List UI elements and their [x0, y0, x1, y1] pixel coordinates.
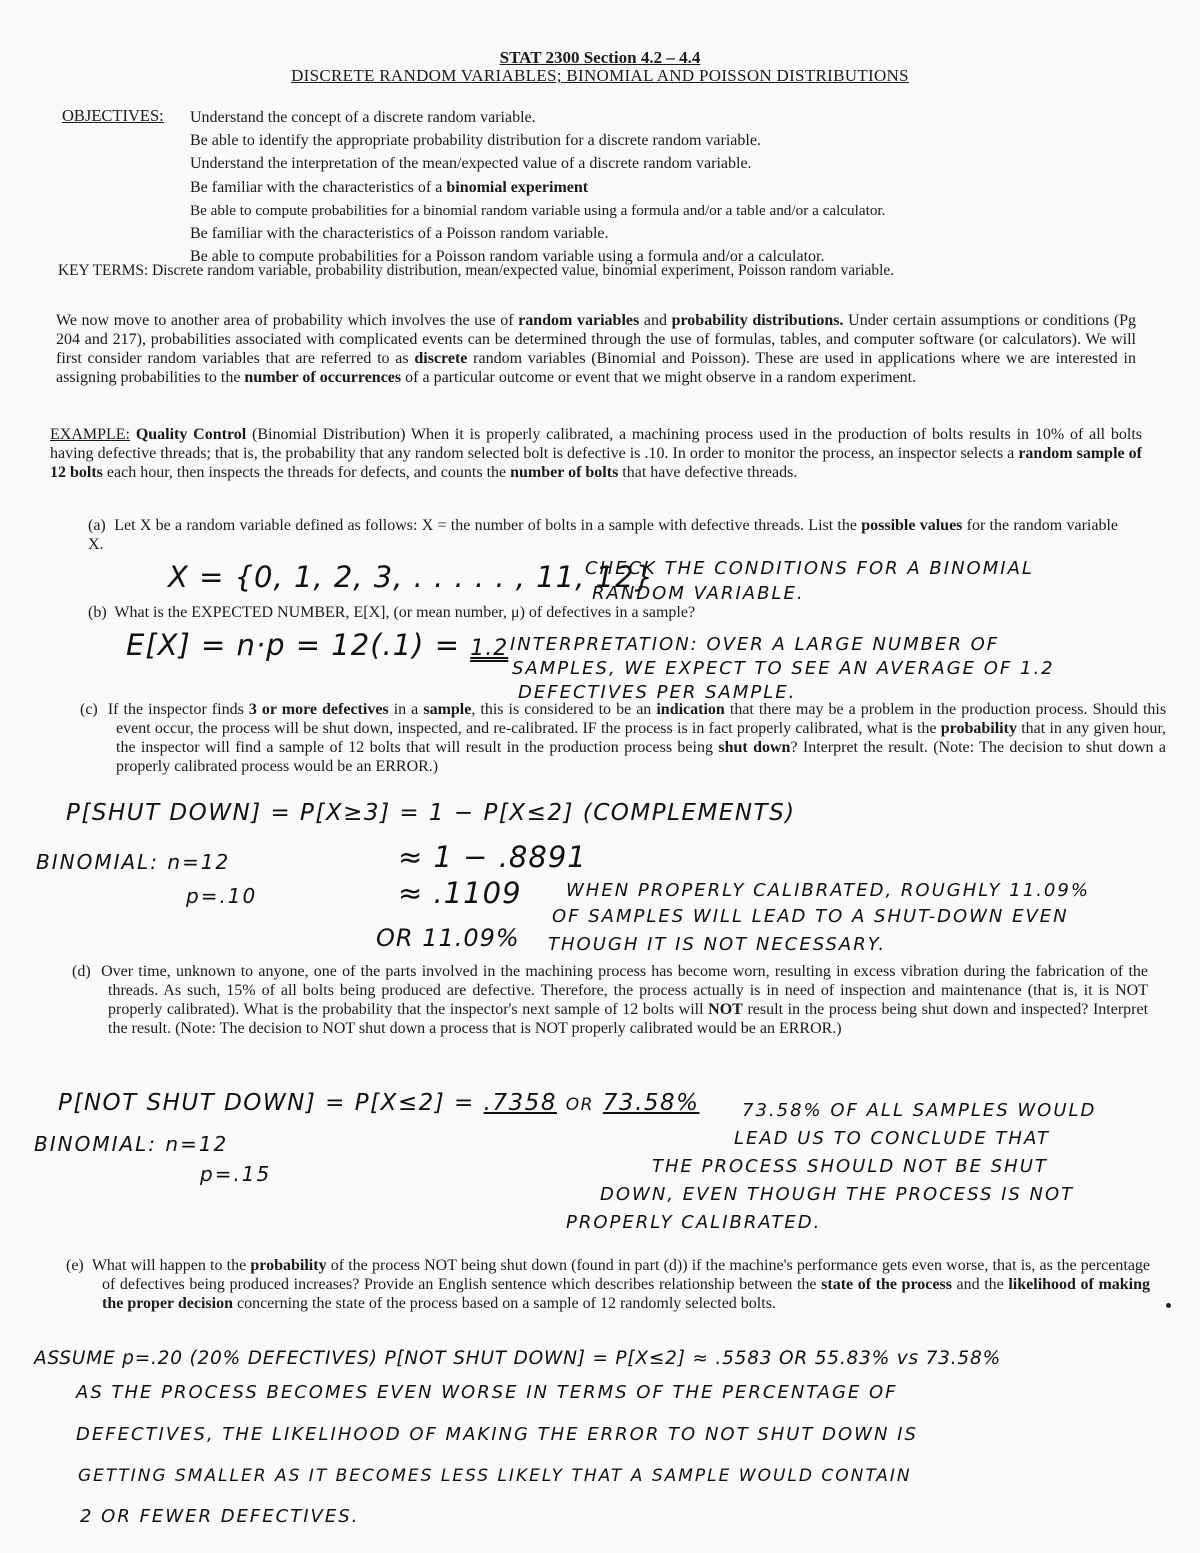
answer-d-line: P[NOT SHUT DOWN] = P[X≤2] = .7358 OR 73.58%: [58, 1090, 700, 1116]
answer-c-p: p=.10: [186, 884, 258, 908]
question-label: (c): [80, 701, 98, 718]
objective-item: Be able to compute probabilities for a binomial random variable using a formula and/or a table and/or a calculator.: [190, 201, 886, 219]
page-title: STAT 2300 Section 4.2 – 4.4: [499, 48, 701, 67]
answer-e-line: DEFECTIVES, THE LIKELIHOOD OF MAKING THE ERROR TO NOT SHUT DOWN IS: [76, 1424, 918, 1445]
example-label: EXAMPLE:: [50, 426, 130, 443]
objective-item: Be familiar with the characteristics of a binomial experiment: [190, 178, 589, 196]
question-b: (b) What is the EXPECTED NUMBER, E[X], (or mean number, μ) of defectives in a sample?: [88, 604, 696, 621]
objective-item: Understand the interpretation of the mean/expected value of a discrete random variable.: [190, 155, 752, 173]
question-label: (b): [88, 604, 107, 621]
answer-c-percent: OR 11.09%: [376, 924, 520, 952]
answer-c-binomial: BINOMIAL: n=12: [36, 850, 231, 874]
objectives-list: [190, 106, 1180, 268]
answer-d-interpretation: THE PROCESS SHOULD NOT BE SHUT: [652, 1156, 1048, 1177]
answer-e-line: GETTING SMALLER AS IT BECOMES LESS LIKELY THAT A SAMPLE WOULD CONTAIN: [78, 1466, 912, 1486]
answer-c-step: ≈ 1 − .8891: [398, 840, 587, 874]
objective-item: Be able to identify the appropriate probability distribution for a discrete random variable.: [190, 132, 761, 150]
answer-a-note: RANDOM VARIABLE.: [592, 583, 805, 604]
question-c: (c) If the inspector finds 3 or more defectives in a sample, this is considered to be an indication that there may be a problem in the production process. Should this event occur, the process will be shut down, inspected, and re-calibrated. IF the process is in fact properly calibrated, what is the probability that in any given hour, the inspector will find a sample of 12 bolts that will result in the production process being shut down? Interpret the result. (Note: The decision to shut down a properly calibrated process would be an ERROR.): [80, 701, 1167, 775]
answer-c-interpretation: WHEN PROPERLY CALIBRATED, ROUGHLY 11.09%: [566, 880, 1090, 901]
stray-mark: [1166, 1303, 1171, 1308]
question-label: (a): [88, 517, 106, 534]
answer-b-interpretation: DEFECTIVES PER SAMPLE.: [518, 682, 797, 703]
answer-c-step: ≈ .1109: [398, 876, 522, 910]
objective-item: Be familiar with the characteristics of a Poisson random variable.: [190, 225, 609, 243]
page-subtitle: DISCRETE RANDOM VARIABLES; BINOMIAL AND POISSON DISTRIBUTIONS: [291, 66, 909, 85]
question-e: (e) What will happen to the probability of the process NOT being shut down (found in part (d)) if the machine's performance gets even worse, that is, as the percentage of defectives being produced increases? Provide an English sentence which describes relationship between the state of the process and the likelihood of making the proper decision concerning the state of the process based on a sample of 12 randomly selected bolts.: [66, 1257, 1151, 1312]
answer-b-equation: E[X] = n·p = 12(.1) = 1.2: [126, 628, 509, 662]
answer-e-line: AS THE PROCESS BECOMES EVEN WORSE IN TERMS OF THE PERCENTAGE OF: [76, 1382, 898, 1403]
objective-item: Be able to compute probabilities for a Poisson random variable using a formula and/or a calculator.: [190, 248, 825, 266]
question-d: (d) Over time, unknown to anyone, one of the parts involved in the machining process has become worn, resulting in excess vibration during the fabrication of the threads. As such, 15% of all bolts being produced are defective. Therefore, the process actually is in need of inspection and maintenance (that is, it is NOT properly calibrated). What is the probability that the inspector's next sample of 12 bolts will NOT result in the process being shut down and inspected? Interpret the result. (Note: The decision to NOT shut down a process that is NOT properly calibrated would be an ERROR.): [72, 963, 1149, 1037]
key-terms: [58, 262, 1148, 280]
intro-paragraph: We now move to another area of probability which involves the use of random variables and probability distributions. Under certain assumptions or conditions (Pg 204 and 217), probabilities associated with complicated events can be determined through the use of formulas, tables, and computer software (or calculators). We will first consider random variables that are referred to as discrete random variables (Binomial and Poisson). These are used in applications where we are interested in assigning probabilities to the number of occurrences of a particular outcome or event that we might observe in a random experiment.: [56, 312, 1137, 386]
objective-item: Understand the concept of a discrete random variable.: [190, 109, 536, 126]
key-terms-text: Discrete random variable, probability distribution, mean/expected value, binomial experiment, Poisson random variable.: [152, 262, 895, 279]
answer-b-interpretation: INTERPRETATION: OVER A LARGE NUMBER OF: [510, 634, 1000, 655]
question-a: (a) Let X be a random variable defined as follows: X = the number of bolts in a sample with defective threads. List the possible values for the random variable X.: [88, 517, 1119, 553]
example-heading: Quality Control: [135, 426, 247, 443]
answer-d-interpretation: LEAD US TO CONCLUDE THAT: [734, 1128, 1050, 1149]
question-label: (d): [72, 963, 91, 980]
answer-c-interpretation: OF SAMPLES WILL LEAD TO A SHUT-DOWN EVEN: [552, 906, 1069, 927]
answer-d-binomial: BINOMIAL: n=12: [34, 1132, 229, 1156]
answer-e-line: 2 OR FEWER DEFECTIVES.: [80, 1506, 360, 1527]
answer-e-line: ASSUME p=.20 (20% DEFECTIVES) P[NOT SHUT DOWN] = P[X≤2] ≈ .5583 OR 55.83% vs 73.58%: [34, 1348, 1001, 1369]
key-terms-label: KEY TERMS:: [58, 262, 149, 279]
answer-c-line: P[SHUT DOWN] = P[X≥3] = 1 − P[X≤2] (COMPLEMENTS): [66, 800, 796, 826]
answer-a-set: X = {0, 1, 2, 3, . . . . . , 11, 12}: [168, 560, 654, 594]
question-label: (e): [66, 1257, 84, 1274]
answer-a-note: CHECK THE CONDITIONS FOR A BINOMIAL: [585, 558, 1034, 579]
objectives-label: OBJECTIVES:: [62, 106, 164, 125]
answer-d-interpretation: PROPERLY CALIBRATED.: [566, 1212, 822, 1233]
answer-d-interpretation: DOWN, EVEN THOUGH THE PROCESS IS NOT: [600, 1184, 1075, 1205]
answer-c-interpretation: THOUGH IT IS NOT NECESSARY.: [548, 934, 887, 955]
example-paragraph: EXAMPLE: Quality Control (Binomial Distribution) When it is properly calibrated, a machining process used in the production of bolts results in 10% of all bolts having defective threads; that is, the probability that any random selected bolt is defective is .10. In order to monitor the process, an inspector selects a random sample of 12 bolts each hour, then inspects the threads for defects, and counts the number of bolts that have defective threads.: [50, 426, 1143, 481]
answer-b-interpretation: SAMPLES, WE EXPECT TO SEE AN AVERAGE OF 1.2: [512, 658, 1055, 679]
answer-d-p: p=.15: [200, 1162, 272, 1186]
answer-d-interpretation: 73.58% OF ALL SAMPLES WOULD: [742, 1100, 1097, 1121]
